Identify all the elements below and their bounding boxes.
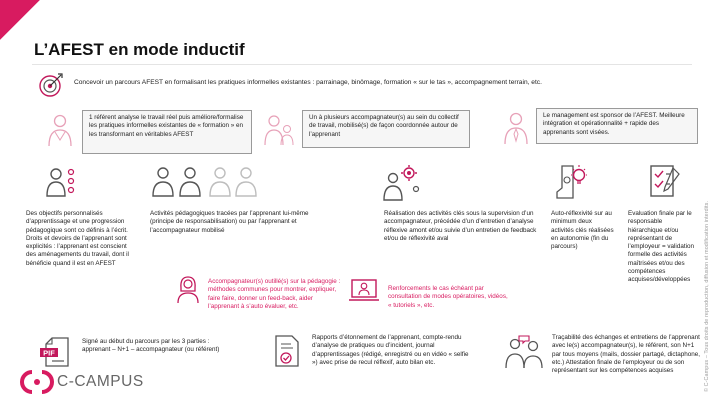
signature-text: Signé au début du parcours par les 3 parties : apprenant – N+1 – accompagnateur (ou référent) (82, 338, 220, 354)
logo-mark-icon (20, 368, 54, 396)
rapports-text: Rapports d’étonnement de l’apprenant, compte-rendu d’analyse de pratiques ou d’incident, journal d’apprentissages (rédigé, enregistré ou en vidéo « selfie ») avec prise de recul réflexif, auto bilan etc. (312, 334, 469, 366)
gear-person-icon (380, 162, 420, 202)
team-icon (44, 164, 80, 200)
idea-person-icon (553, 162, 589, 200)
intro-text: Concevoir un parcours AFEST en formalisant les pratiques informelles existantes : parrainage, binômage, formation « sur le tas », accompagnement terrain, etc. (74, 79, 542, 86)
document-check-icon (272, 334, 302, 368)
group-icon (150, 164, 260, 200)
accompagnateurs-box (302, 110, 470, 148)
evaluation-text: Evaluation finale par le responsable hiérarchique et/ou représentant de l’employeur = validation formelle des activités maîtrisées et/ou des compétences acquises/développées (628, 210, 694, 284)
checklist-icon (646, 162, 682, 200)
target-icon (38, 72, 64, 98)
activites-text: Activités pédagogiques tracées par l’apprenant lui-même (principe de responsabilisation) ou par l’apprenant et l’accompagnateur mobilisé (150, 210, 309, 234)
accompagnateurs-outilles-text: Accompagnateur(s) outillé(s) sur la pédagogie : méthodes communes pour montrer, expliquer, faire faire, donner un feed-back, aider l’apprenant à s’auto évaluer, etc. (208, 278, 341, 310)
title-divider (32, 64, 692, 65)
modes-operatoires-text: Renforcements le cas échéant par consultation de modes opératoires, vidéos, « tutoriels », etc. (388, 285, 508, 309)
realisation-text: Réalisation des activités clés sous la supervision d’un accompagnateur, précédée d’un d’entretien d’analyse réflexive amont et/ou suivie d’un entretien de feedback et/ou de réflexivité aval (384, 210, 537, 242)
copyright-text: © C-Campus – Tous droits de reproduction, diffusion et modification interdits. (704, 200, 710, 392)
auto-reflexivite-text: Auto-réflexivité sur au minimum deux activités clés réalisées en autonomie (fin du parcours) (551, 210, 614, 251)
manager-icon (500, 110, 532, 146)
page-title: L’AFEST en mode inductif (34, 40, 245, 59)
referent-person-icon (44, 112, 76, 148)
laptop-user-icon (348, 277, 380, 305)
accompagnateurs-text: Un à plusieurs accompagnateur(s) au sein du collectif de travail, mobilisé(s) de façon coordonnée autour de l’apprenant (309, 114, 459, 138)
management-box (536, 108, 698, 144)
c-campus-logo (20, 368, 144, 396)
referent-box (82, 110, 252, 154)
accompagnateur-icon (262, 112, 296, 148)
logo-text: C-CAMPUS (57, 373, 144, 390)
objectifs-text: Des objectifs personnalisés d’apprentissage et une progression pédagogique sont co définis à l’écrit. Droits et devoirs de l’apprenant sont explicités : l’apprenant est conscient des aménagements du travail, dont il bénéficie quand il est en AFEST (26, 210, 129, 267)
referent-text: 1 référent analyse le travail réel puis améliore/formalise les pratiques informelles existantes de « formation » en les transformant en véritables AFEST (89, 114, 244, 138)
woman-user-icon (176, 274, 200, 304)
tracabilite-text: Traçabilité des échanges et entretiens de l’apprenant avec le(s) accompagnateur(s), le référent, son N+1 par tous moyens (mails, dossier partagé, dictaphone, etc.) Attestation finale de l’employeur ou de son représentant sur les compétences acquises (552, 334, 701, 375)
management-text: Le management est sponsor de l’AFEST. Meilleure intégration et opérationnalité + rapide des apprenants sont visées. (543, 112, 685, 136)
discussion-icon (504, 334, 544, 370)
pif-document-icon (38, 336, 74, 370)
pif-label: PIF (43, 348, 55, 358)
